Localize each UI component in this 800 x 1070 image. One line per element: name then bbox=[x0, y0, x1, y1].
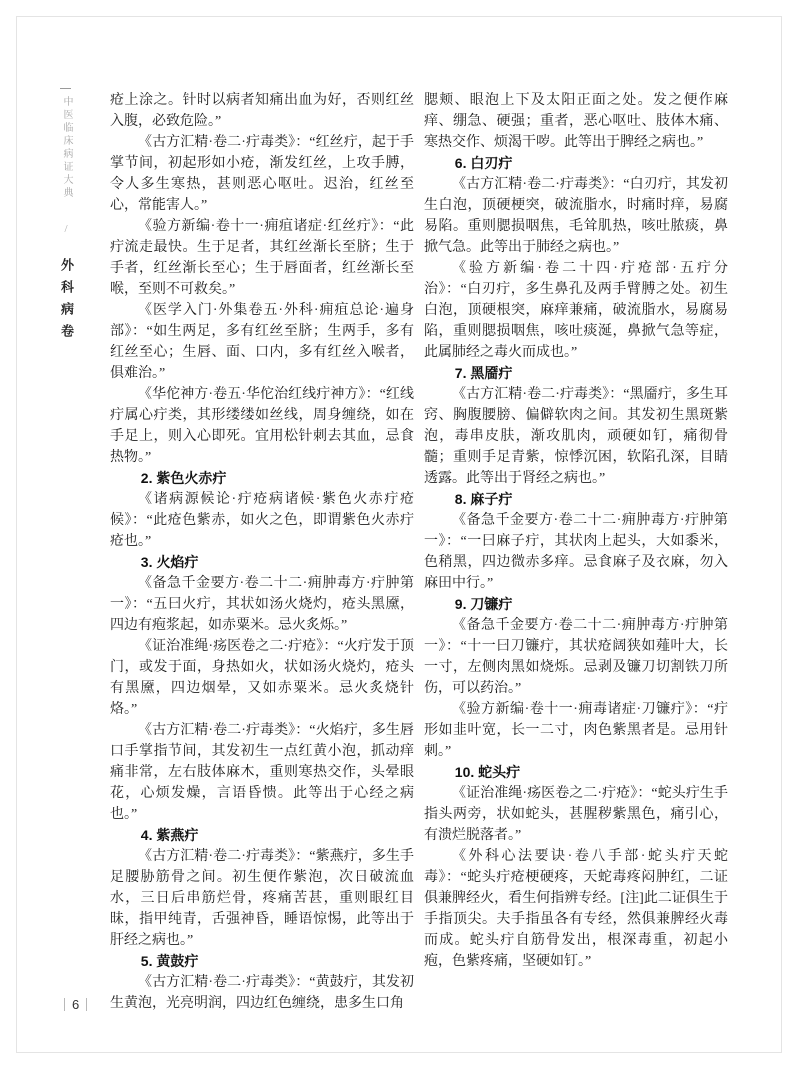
section-heading: 7. 黑靥疔 bbox=[454, 365, 513, 381]
body-paragraph: 《古方汇精·卷二·疔毒类》：“黄鼓疔，其发初生黄泡，光亮明润，四边红色缠绕，患多生口角 bbox=[110, 975, 414, 1011]
spine-divider: / bbox=[60, 223, 72, 235]
section-heading: 2. 紫色火赤疔 bbox=[140, 470, 227, 486]
section-heading: 5. 黄鼓疔 bbox=[140, 953, 199, 969]
body-paragraph: 《证治准绳·疡医卷之二·疔疮》：“火疔发于顶门，或发于面，身热如火，状如汤火烧灼，疮头有黑黡，四边烟晕，又如赤粟米。忌火炙烧针烙。” bbox=[110, 639, 414, 717]
section-heading: 6. 白刃疔 bbox=[454, 155, 513, 171]
body-paragraph: 《验方新编·卷二十四·疔疮部·五疔分治》：“白刃疔，多生鼻孔及两手臂膊之处。初生白泡，顶硬根突，麻痒兼痛，破流脂水，易腐易陷，重则腮损咽焦，咳吐痰涎，鼻掀气急等症，此属肺经之毒火而成也。” bbox=[424, 261, 728, 360]
page-number: 6 bbox=[72, 997, 80, 1012]
body-paragraph: 《古方汇精·卷二·疔毒类》：“白刃疔，其发初生白泡，顶硬梗突，破流脂水，时痛时痒，易腐易陷。重则腮损咽焦，毛耸肌热，咳吐脓痰，鼻掀气急。此等出于肺经之病也。” bbox=[424, 177, 728, 255]
volume-title: 外科病卷 bbox=[59, 258, 74, 346]
body-paragraph: 《验方新编·卷十一·痈毒诸症·刀镰疔》：“疔形如韭叶宽，长一二寸，肉色紫黑者是。忌用针刺。” bbox=[424, 702, 728, 759]
body-paragraph: 疮上涂之。针时以病者知痛出血为好，否则红丝入腹，必致危险。” bbox=[110, 93, 414, 129]
section-heading: 3. 火焰疔 bbox=[140, 554, 199, 570]
section-heading: 9. 刀镰疔 bbox=[454, 596, 513, 612]
folio-rule-right bbox=[86, 998, 87, 1011]
body-paragraph: 《医学入门·外集卷五·外科·痈疽总论·遍身部》：“如生两足，多有红丝至脐；生两手，多有红丝至心；生唇、面、口内，多有红丝入喉者，俱难治。” bbox=[110, 303, 414, 381]
right-column bbox=[424, 90, 728, 972]
body-paragraph: 《备急千金要方·卷二十二·痈肿毒方·疔肿第一》：“五曰火疔，其状如汤火烧灼，疮头黑黡，四边有疱浆起，如赤粟米。忌火炙烁。” bbox=[110, 576, 414, 633]
body-paragraph: 《古方汇精·卷二·疔毒类》：“火焰疔，多生唇口手掌指节间，其发初生一点红黄小泡，抓动痒痛非常，左右肢体麻木，重则寒热交作，头晕眼花，心烦发燥，言语昏愦。此等出于心经之病也。” bbox=[110, 723, 414, 822]
body-paragraph: 《备急千金要方·卷二十二·痈肿毒方·疔肿第一》：“十一曰刀镰疔，其状疮阔狭如薤叶大，长一寸，左侧肉黑如烧烁。忌剥及镰刀切割铁刀所伤，可以药治。” bbox=[424, 618, 728, 696]
body-paragraph: 《验方新编·卷十一·痈疽诸症·红丝疔》：“此疔流走最快。生于足者，其红丝渐长至脐；生于手者，红丝渐长至心；生于唇面者，红丝渐长至喉，至则不可救矣。” bbox=[110, 219, 414, 297]
folio-rule-left bbox=[64, 998, 65, 1011]
spine-tick bbox=[60, 88, 71, 89]
body-paragraph: 《古方汇精·卷二·疔毒类》：“黑靥疔，多生耳窍、胸腹腰膀、偏僻软肉之间。其发初生黑斑紫泡，毒串皮肤，渐攻肌肉，顽硬如钉，痛彻骨髓；重则手足青紫，惊悸沉困，软陷孔深，目睛透露。此等出于肾经之病也。” bbox=[424, 387, 728, 486]
left-column bbox=[110, 90, 414, 1014]
body-paragraph: 《证治准绳·疡医卷之二·疔疮》：“蛇头疔生手指头两旁，状如蛇头，甚腥秽紫黑色，痛引心，有溃烂脱落者。” bbox=[424, 786, 728, 843]
page-number-footer bbox=[64, 997, 87, 1012]
body-paragraph: 《外科心法要诀·卷八手部·蛇头疔天蛇毒》：“蛇头疔疮梗硬疼，天蛇毒疼闷肿红，二证俱兼脾经火，看生何指辨专经。[注]此二证俱生于手指顶尖。夫手指虽各有专经，然俱兼脾经火毒而成。蛇头疔自筋骨发出，根深毒重，初起小疱，色紫疼痛，坚硬如钉。” bbox=[424, 849, 728, 969]
series-title: 中医临床病证大典 bbox=[61, 96, 72, 200]
section-heading: 10. 蛇头疔 bbox=[454, 764, 521, 780]
body-paragraph: 《古方汇精·卷二·疔毒类》：“红丝疔，起于手掌节间，初起形如小疮，渐发红丝，上攻手膊，令人多生寒热，甚则恶心呕吐。迟治，红丝至心，常能害人。” bbox=[110, 135, 414, 213]
body-paragraph: 《古方汇精·卷二·疔毒类》：“紫燕疔，多生手足腰胁筋骨之间。初生便作紫泡，次日破流血水，三日后串筋烂骨，疼痛苦甚，重则眼红目昧，指甲纯青，舌强神昏，睡语惊惕，此等出于肝经之病也。” bbox=[110, 849, 414, 948]
body-paragraph: 《华佗神方·卷五·华佗治红线疔神方》：“红线疔属心疔类，其形缕缕如丝线，周身缠绕，如在手足上，则入心即死。宜用松针刺去其血，忌食热物。” bbox=[110, 387, 414, 465]
body-paragraph: 腮颊、眼泡上下及太阳正面之处。发之便作麻痒、绷急、硬强；重者，恶心呕吐、肢体木痛、寒热交作、烦渴干哕。此等出于脾经之病也。” bbox=[424, 93, 728, 150]
section-heading: 4. 紫燕疔 bbox=[140, 827, 199, 843]
book-spine-info bbox=[57, 96, 76, 346]
body-paragraph: 《备急千金要方·卷二十二·痈肿毒方·疔肿第一》：“一曰麻子疔，其状肉上起头，大如黍米，色稍黑，四边微赤多痒。忌食麻子及衣麻，勿入麻田中行。” bbox=[424, 513, 728, 591]
body-paragraph: 《诸病源候论·疔疮病诸候·紫色火赤疔疮候》：“此疮色紫赤，如火之色，即谓紫色火赤疔疮也。” bbox=[110, 492, 414, 549]
section-heading: 8. 麻子疔 bbox=[454, 491, 513, 507]
